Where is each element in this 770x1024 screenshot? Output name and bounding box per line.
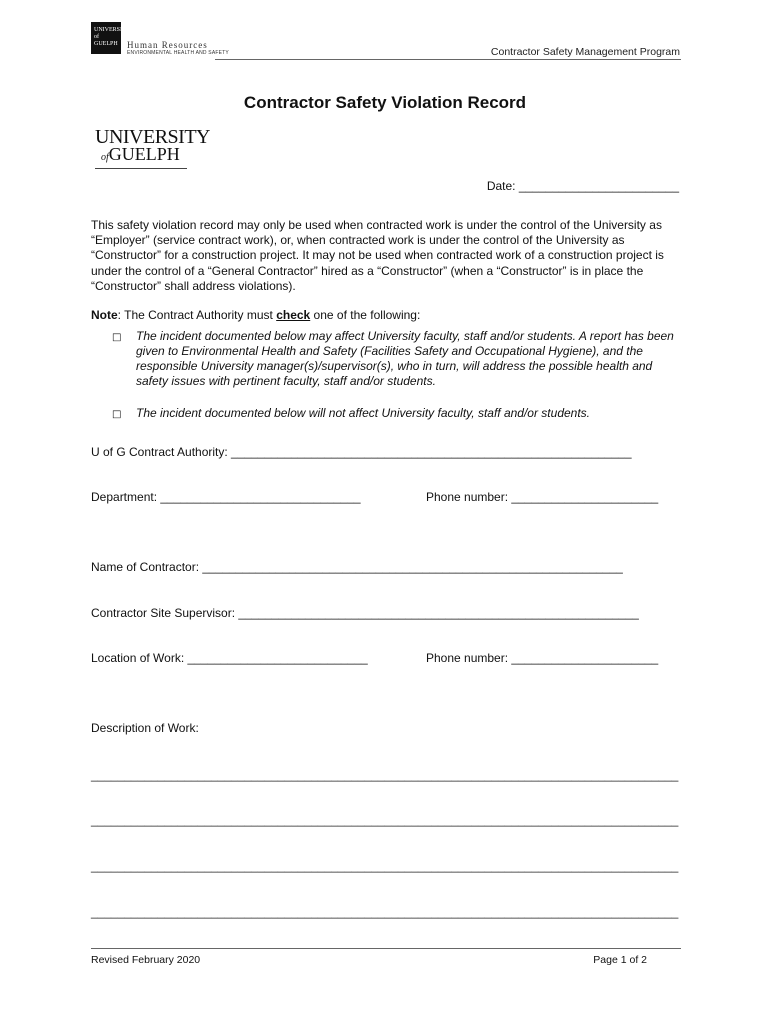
footer-revised: Revised February 2020 xyxy=(91,954,201,966)
description-line-3[interactable]: ________________________________________________________________________________________ xyxy=(91,859,679,873)
note-label: Note xyxy=(91,308,118,322)
header-org-name: Human Resources xyxy=(127,40,208,50)
phone-number-field-2[interactable]: Phone number: ______________________ xyxy=(426,651,659,665)
description-label: Description of Work: xyxy=(91,721,199,735)
site-supervisor-field[interactable]: Contractor Site Supervisor: ____________________________________________________________ xyxy=(91,606,639,620)
contractor-name-field[interactable]: Name of Contractor: _______________________________________________________________ xyxy=(91,560,623,574)
department-field[interactable]: Department: ______________________________ xyxy=(91,490,361,504)
option-may-affect-text: The incident documented below may affect University faculty, staff and/or students. A report has been given to Environmental Health and Safety (Facilities Safety and Occupational Hygiene), and the responsible University manager(s)/supervisor(s), who in turn, will address the possible health and safety issues with pertinent faculty, staff and/or students. xyxy=(136,329,674,388)
footer-divider xyxy=(91,948,681,949)
header-program-title: Contractor Safety Management Program xyxy=(490,46,680,58)
option-may-affect xyxy=(112,329,682,389)
university-logo xyxy=(95,128,210,169)
logo-underline xyxy=(95,168,187,169)
description-line-1[interactable]: ________________________________________________________________________________________ xyxy=(91,768,679,782)
option-will-not-affect-text: The incident documented below will not affect University faculty, staff and/or students. xyxy=(136,406,591,420)
logo-guelph: GUELPH xyxy=(108,144,180,164)
note-pre: : The Contract Authority must xyxy=(117,308,277,322)
note-emph: check xyxy=(276,308,311,322)
phone-number-field-1[interactable]: Phone number: ______________________ xyxy=(426,490,659,504)
description-line-2[interactable]: ________________________________________________________________________________________ xyxy=(91,813,679,827)
note-line xyxy=(91,308,420,322)
page-title: Contractor Safety Violation Record xyxy=(243,93,527,112)
footer-page-number: Page 1 of 2 xyxy=(593,954,647,966)
logo-line2 xyxy=(95,146,210,166)
header-university-logo: UNIVERSITY of GUELPH xyxy=(91,22,121,54)
contract-authority-field[interactable]: U of G Contract Authority: ____________________________________________________________ xyxy=(91,445,632,459)
checkbox-may-affect[interactable]: □ xyxy=(112,332,122,343)
logo-line1: UNIVERSITY xyxy=(95,126,210,148)
checkbox-will-not-affect[interactable]: □ xyxy=(112,409,122,420)
header-org-dept: ENVIRONMENTAL HEALTH AND SAFETY xyxy=(127,50,229,56)
location-of-work-field[interactable]: Location of Work: ___________________________ xyxy=(91,651,368,665)
logo-of: of xyxy=(101,152,109,163)
note-post: one of the following: xyxy=(310,308,421,322)
description-line-4[interactable]: ________________________________________________________________________________________ xyxy=(91,905,679,919)
header-divider xyxy=(215,59,681,60)
intro-paragraph: This safety violation record may only be used when contracted work is under the control of the University as “Employer” (service contract work), or, when contracted work is under the control of the University as “Constructor” for a construction project. It may not be used when contracted work of a construction project is under the control of a “General Contractor” hired as a “Constructor” (when a “Constructor” is in place the “Constructor” shall address violations). xyxy=(91,218,664,293)
date-field[interactable]: Date: ________________________ xyxy=(486,179,679,193)
option-will-not-affect xyxy=(112,406,682,421)
